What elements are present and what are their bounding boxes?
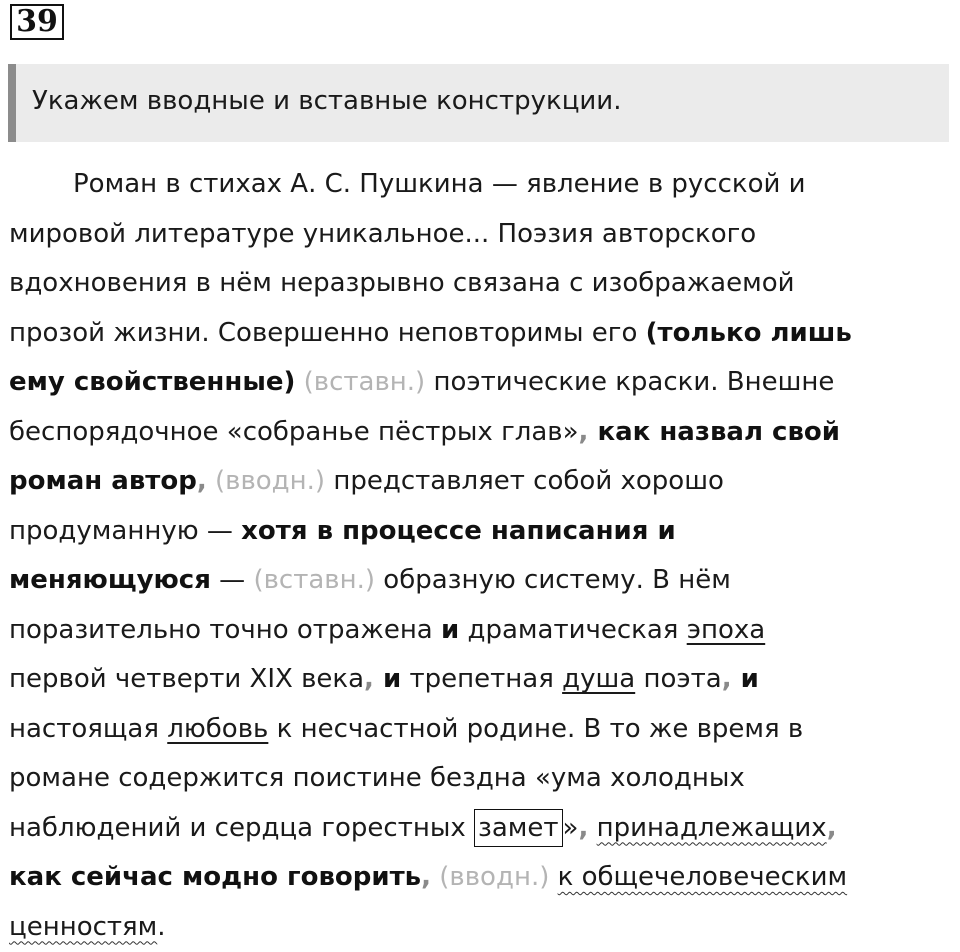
passage-line <box>9 705 954 755</box>
passage-line <box>9 457 954 507</box>
text-run: » <box>563 813 579 843</box>
text-run: мировой литературе уникальное... Поэзия авторского <box>9 219 756 249</box>
text-run: поэтические краски. Внешне <box>425 367 834 397</box>
conjunction: и <box>441 615 459 645</box>
introductory-note: (вводн.) <box>439 862 549 892</box>
marked-comma: , <box>579 417 589 447</box>
passage-line <box>9 804 954 854</box>
passage-line <box>9 853 954 903</box>
text-run: наблюдений и сердца горестных <box>9 813 474 843</box>
conjunction: и <box>374 664 401 694</box>
text-run: к несчастной родине. В то же время в <box>268 714 803 744</box>
text-run: настоящая <box>9 714 167 744</box>
text-run: . <box>157 912 165 942</box>
text-run: продуманную — <box>9 516 241 546</box>
inserted-construction: хотя в процессе написания и <box>241 516 676 546</box>
introductory-construction: роман автор <box>9 466 197 496</box>
text-run: романе содержится поистине бездна «ума холодных <box>9 763 745 793</box>
inserted-construction: меняющуюся <box>9 565 211 595</box>
participle-phrase: к общечеловеческим <box>558 862 847 892</box>
subject-word: душа <box>562 664 635 694</box>
inserted-note: (вставн.) <box>304 367 426 397</box>
marked-comma: , <box>421 862 431 892</box>
passage-line <box>9 309 954 359</box>
passage-line <box>9 655 954 705</box>
text-run: поэта <box>635 664 722 694</box>
text-run: Роман в стихах А. С. Пушкина — явление в русской и <box>73 169 806 199</box>
text-run: прозой жизни. Совершенно неповторимы его <box>9 318 646 348</box>
boxed-word: замет <box>474 809 563 847</box>
text-run: первой четверти XIX века <box>9 664 364 694</box>
inserted-construction: (только лишь <box>646 318 852 348</box>
introductory-construction: как назвал свой <box>588 417 840 447</box>
task-text: Укажем вводные и вставные конструкции. <box>32 84 621 118</box>
task-banner <box>8 64 949 142</box>
participle-phrase: принадлежащих <box>597 813 827 843</box>
marked-comma: , <box>364 664 374 694</box>
participle-phrase: ценностям <box>9 912 157 942</box>
passage-line <box>9 259 954 309</box>
conjunction: и <box>732 664 759 694</box>
passage-line <box>9 754 954 804</box>
marked-comma: , <box>578 813 588 843</box>
inserted-construction: ему свойственные) <box>9 367 295 397</box>
introductory-construction: как сейчас модно говорить <box>9 862 421 892</box>
passage-line <box>9 507 954 557</box>
marked-comma: , <box>197 466 207 496</box>
passage-line <box>9 210 954 260</box>
passage-line <box>9 408 954 458</box>
marked-comma: , <box>827 813 837 843</box>
subject-word: любовь <box>167 714 268 744</box>
passage-line <box>9 903 954 952</box>
passage-line <box>9 556 954 606</box>
text-run: вдохновения в нём неразрывно связана с изображаемой <box>9 268 795 298</box>
text-run: трепетная <box>401 664 562 694</box>
passage-line <box>9 606 954 656</box>
text-run: беспорядочное «собранье пёстрых глав» <box>9 417 579 447</box>
text-run: образную систему. В нём <box>375 565 731 595</box>
passage-line <box>9 160 954 210</box>
exercise-number: 39 <box>10 4 64 40</box>
dash: — <box>211 565 254 595</box>
introductory-note: (вводн.) <box>215 466 325 496</box>
text-run: представляет собой хорошо <box>325 466 724 496</box>
text-run: драматическая <box>459 615 686 645</box>
passage-text <box>9 160 954 952</box>
passage-line <box>9 358 954 408</box>
subject-word: эпоха <box>687 615 766 645</box>
text-run: поразительно точно отражена <box>9 615 441 645</box>
inserted-note: (вставн.) <box>253 565 375 595</box>
marked-comma: , <box>722 664 732 694</box>
